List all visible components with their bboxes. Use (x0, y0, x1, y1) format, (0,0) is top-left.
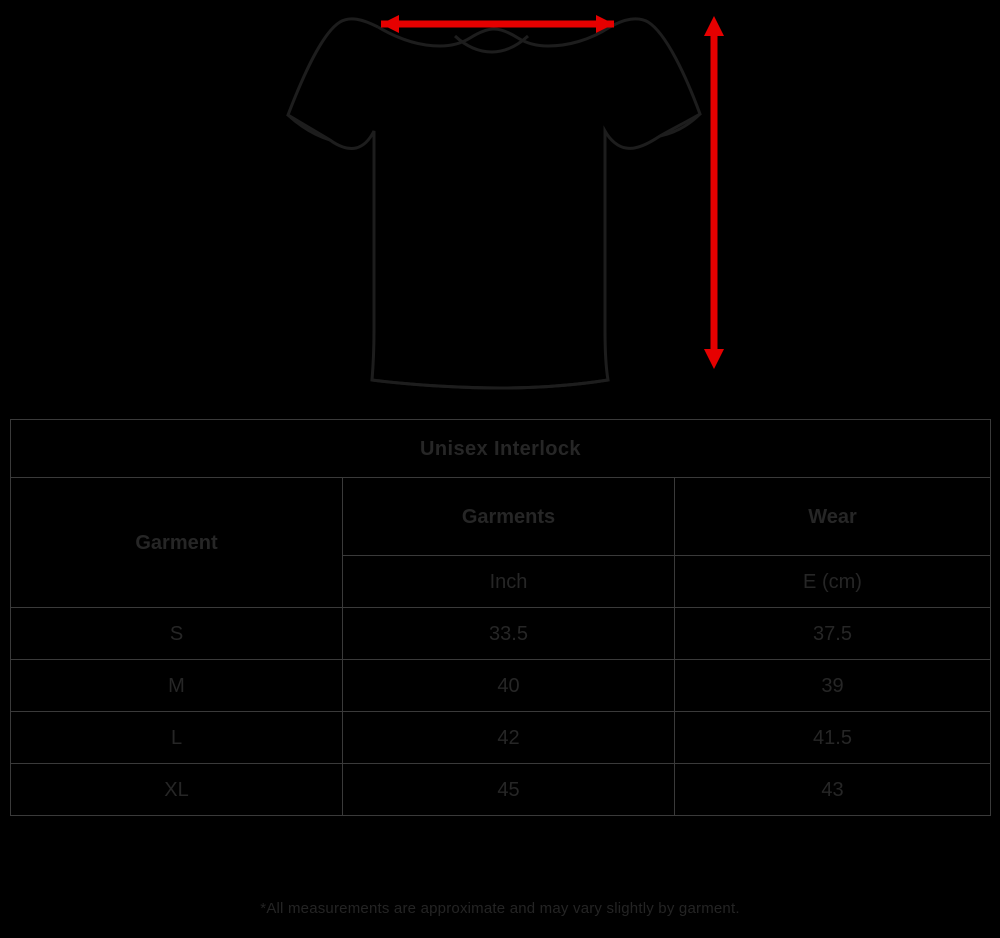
column-header-wear: Wear (675, 478, 991, 556)
column-header-garments: Garments (343, 478, 675, 556)
table-row (11, 764, 991, 816)
wear-value: 43 (675, 764, 991, 816)
garments-value: 45 (343, 764, 675, 816)
garments-value: 33.5 (343, 608, 675, 660)
unit-wear: E (cm) (675, 556, 991, 608)
size-label: S (11, 608, 343, 660)
garments-value: 40 (343, 660, 675, 712)
garment-diagram (0, 0, 1000, 410)
garments-value: 42 (343, 712, 675, 764)
wear-value: 39 (675, 660, 991, 712)
table-title-row (11, 420, 991, 478)
wear-value: 41.5 (675, 712, 991, 764)
table-row (11, 660, 991, 712)
table-row (11, 712, 991, 764)
tshirt-outline (288, 19, 700, 388)
size-label: L (11, 712, 343, 764)
table-row (11, 608, 991, 660)
table-header-row (11, 478, 991, 556)
size-chart-wrap (10, 419, 990, 816)
row-label-header: Garment (11, 478, 343, 608)
unit-garments: Inch (343, 556, 675, 608)
chart-title: Unisex Interlock (11, 420, 991, 478)
length-arrow (704, 16, 724, 369)
wear-value: 37.5 (675, 608, 991, 660)
size-label: XL (11, 764, 343, 816)
footnote: *All measurements are approximate and may vary slightly by garment. (260, 900, 740, 917)
size-label: M (11, 660, 343, 712)
size-chart-table (10, 419, 991, 816)
